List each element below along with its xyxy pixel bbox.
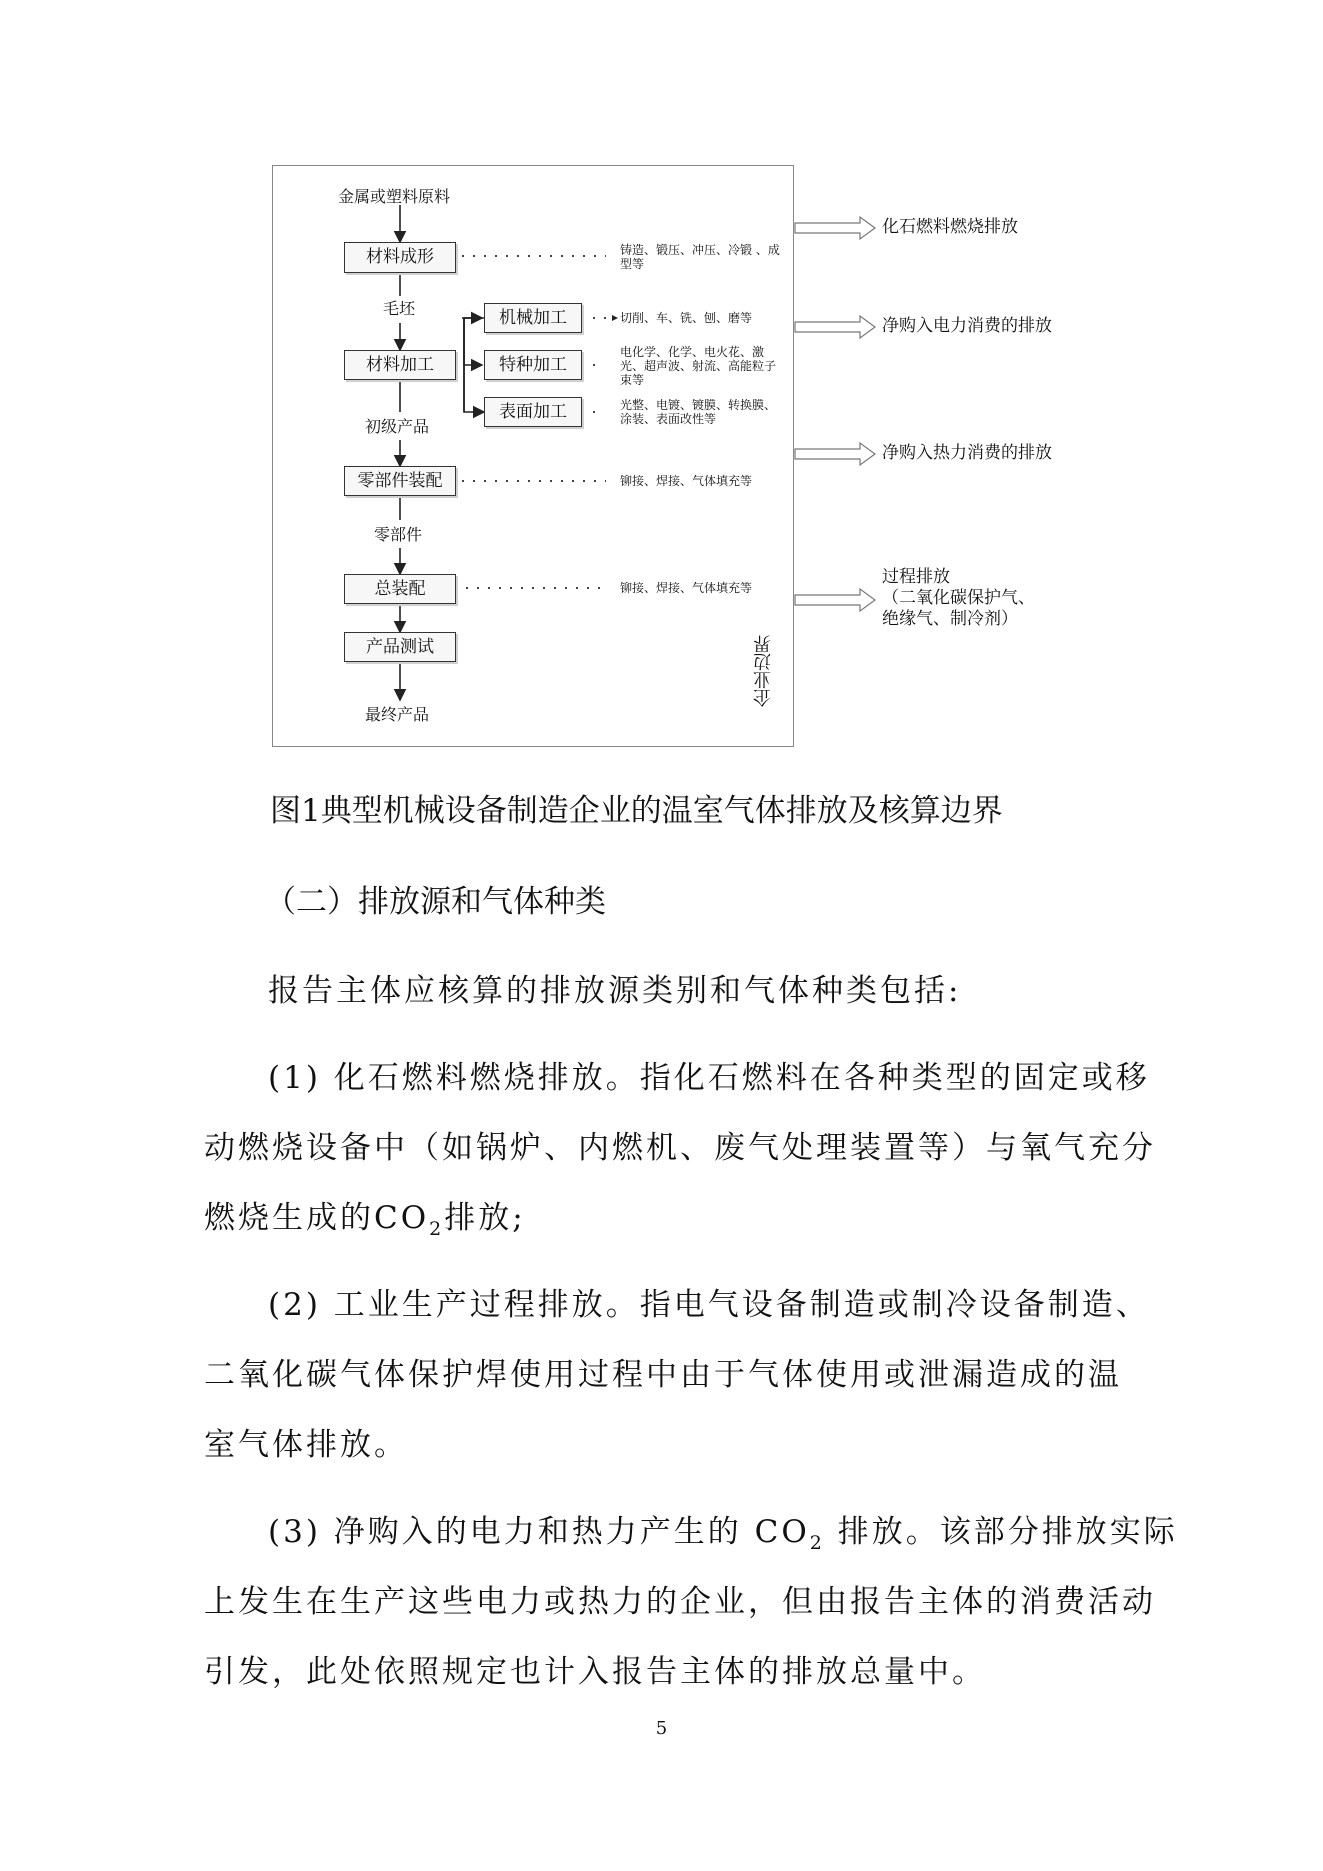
mechanical-box-label: 机械加工 — [499, 308, 567, 328]
para2-line3: 室气体排放。 — [204, 1427, 408, 1463]
emission-process-label — [882, 567, 1052, 630]
forming-box — [344, 242, 456, 273]
para3-line1 — [268, 1506, 1178, 1554]
surface-note: 光整、电镀、镀膜、转换膜、涂装、表面改性等 — [620, 398, 777, 426]
raw-material-label: 金属或塑料原料 — [338, 187, 451, 206]
testing-box — [344, 632, 456, 662]
surface-box-label: 表面加工 — [499, 402, 567, 422]
para1-line1: (1) 化石燃料燃烧排放。指化石燃料在各种类型的固定或移 — [268, 1060, 1150, 1096]
para1-line3-sub: 2 — [429, 1218, 445, 1241]
parts-assembly-box-label: 零部件装配 — [357, 471, 443, 491]
primary-product-label: 初级产品 — [365, 417, 430, 436]
mechanical-note: 切削、车、铣、刨、磨等 — [620, 311, 753, 325]
boundary-label: 企业边界 — [753, 635, 774, 707]
emission-process-line3: 绝缘气、制冷剂） — [882, 609, 1018, 629]
para1-line2: 动燃烧设备中（如锅炉、内燃机、废气处理装置等）与氧气充分 — [204, 1130, 1156, 1166]
page-number: 5 — [655, 1718, 668, 1739]
section-title: （二）排放源和气体种类 — [265, 884, 606, 920]
mechanical-box — [484, 303, 582, 333]
special-box-label: 特种加工 — [499, 355, 567, 375]
para2-line2: 二氧化碳气体保护焊使用过程中由于气体使用或泄漏造成的温 — [204, 1357, 1122, 1393]
para3-line1-post: 排放。该部分排放实际 — [824, 1514, 1178, 1550]
surface-box — [484, 397, 582, 427]
para1-line3-post: 排放; — [444, 1200, 526, 1236]
final-assembly-box-label: 总装配 — [374, 579, 426, 599]
intro-line: 报告主体应核算的排放源类别和气体种类包括: — [268, 973, 962, 1009]
special-box — [484, 350, 582, 380]
special-note: 电化学、化学、电火花、激光、超声波、射流、高能粒子束等 — [620, 345, 777, 387]
forming-box-label: 材料成形 — [366, 247, 434, 267]
para3-line1-sub: 2 — [809, 1532, 825, 1555]
final-assembly-box — [344, 574, 456, 604]
processing-box — [344, 350, 456, 380]
final-product-label: 最终产品 — [365, 705, 430, 724]
blank-label: 毛坯 — [383, 299, 416, 318]
parts-assembly-note: 铆接、焊接、气体填充等 — [620, 474, 753, 488]
emission-fossil-label: 化石燃料燃烧排放 — [882, 217, 1018, 237]
emission-electricity-label: 净购入电力消费的排放 — [882, 316, 1052, 336]
para3-line1-pre: (3) 净购入的电力和热力产生的 CO — [268, 1514, 810, 1550]
parts-assembly-box — [344, 466, 456, 496]
para2-line1: (2) 工业生产过程排放。指电气设备制造或制冷设备制造、 — [268, 1287, 1150, 1323]
para1-line3-pre: 燃烧生成的CO — [204, 1200, 430, 1236]
processing-box-label: 材料加工 — [366, 355, 434, 375]
para3-line3: 引发，此处依照规定也计入报告主体的排放总量中。 — [204, 1654, 986, 1690]
para3-line2: 上发生在生产这些电力或热力的企业，但由报告主体的消费活动 — [204, 1584, 1156, 1620]
forming-note: 铸造、锻压、冲压、冷锻 、成型等 — [620, 243, 780, 271]
emission-process-line2: （二氧化碳保护气、 — [882, 588, 1035, 608]
parts-label: 零部件 — [374, 525, 423, 544]
para1-line3 — [204, 1192, 526, 1240]
final-assembly-note: 铆接、焊接、气体填充等 — [620, 581, 753, 595]
testing-box-label: 产品测试 — [366, 637, 434, 657]
figure-caption: 图1典型机械设备制造企业的温室气体排放及核算边界 — [270, 793, 1003, 829]
emission-heat-label: 净购入热力消费的排放 — [882, 443, 1052, 463]
emission-process-line1: 过程排放 — [882, 567, 950, 587]
